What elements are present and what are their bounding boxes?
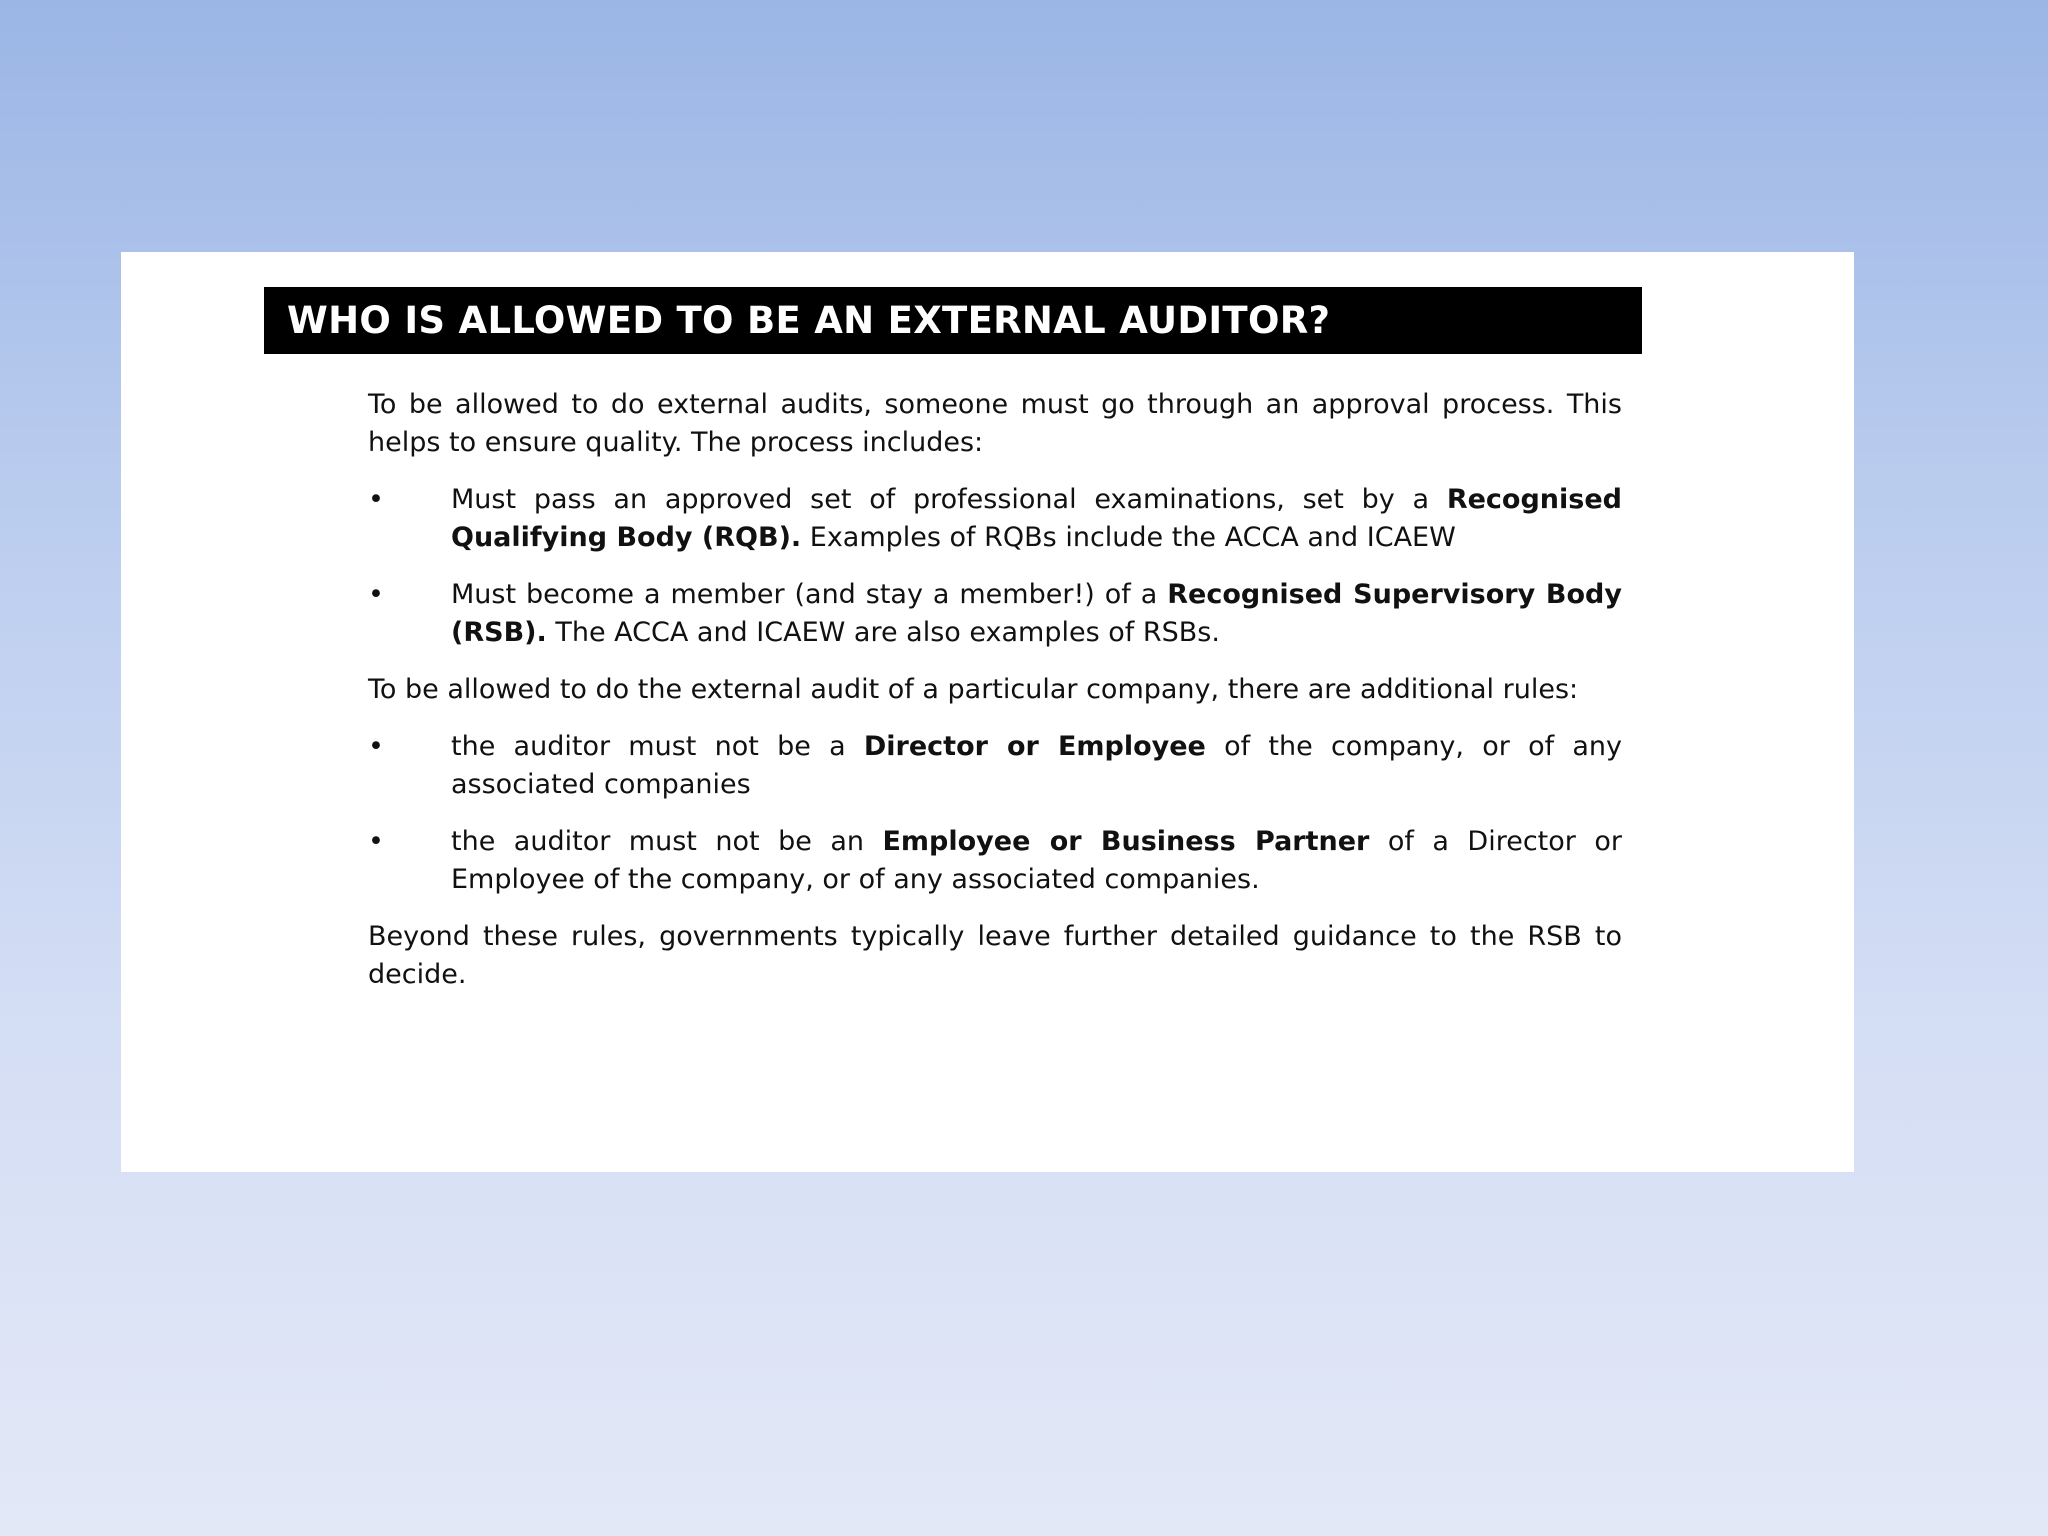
- bullet-text-bold: Director or Employee: [863, 731, 1206, 762]
- bullet-text-plain: Must become a member (and stay a member!) of a: [451, 579, 1168, 610]
- intro-paragraph: To be allowed to do external audits, someone must go through an approval process. This helps to ensure quality. The process includes:: [368, 389, 1622, 458]
- bullet-text-plain: Examples of RQBs include the ACCA and ICAEW: [801, 522, 1456, 553]
- list-item: [368, 823, 1622, 899]
- bullet-icon: •: [368, 484, 384, 515]
- bullet-icon: •: [368, 731, 384, 762]
- bullet-text: [451, 576, 1622, 652]
- additional-rules-paragraph: To be allowed to do the external audit of a particular company, there are additional rules:: [368, 674, 1579, 705]
- bullet-text-plain: of a Director or Employee of the company, or of any associated companies.: [451, 826, 1622, 895]
- document-body: [368, 386, 1622, 1013]
- bullet-text-plain: Must pass an approved set of professional examinations, set by a: [451, 484, 1447, 515]
- bullet-text: [451, 823, 1622, 899]
- list-item: [368, 728, 1622, 804]
- bullet-text-plain: the auditor must not be a: [451, 731, 864, 762]
- bullet-text-plain: the auditor must not be an: [451, 826, 883, 857]
- bullet-text-plain: of the company, or of any associated companies: [451, 731, 1622, 800]
- bullet-text: [451, 728, 1622, 804]
- bullet-text-bold: Recognised Supervisory Body (RSB).: [451, 579, 1622, 648]
- bullet-text-bold: Employee or Business Partner: [882, 826, 1370, 857]
- closing-paragraph: Beyond these rules, governments typically leave further detailed guidance to the RSB to decide.: [368, 921, 1622, 990]
- title-bar: [264, 287, 1642, 354]
- bullet-text-plain: The ACCA and ICAEW are also examples of RSBs.: [546, 617, 1220, 648]
- page-title: WHO IS ALLOWED TO BE AN EXTERNAL AUDITOR?: [287, 299, 1331, 342]
- bullet-icon: •: [368, 579, 384, 610]
- bullet-icon: •: [368, 826, 384, 857]
- slide-content-card: [121, 252, 1854, 1172]
- list-item: [368, 576, 1622, 652]
- bullet-text: [451, 481, 1622, 557]
- list-item: [368, 481, 1622, 557]
- bullet-text-bold: Recognised Qualifying Body (RQB).: [451, 484, 1622, 553]
